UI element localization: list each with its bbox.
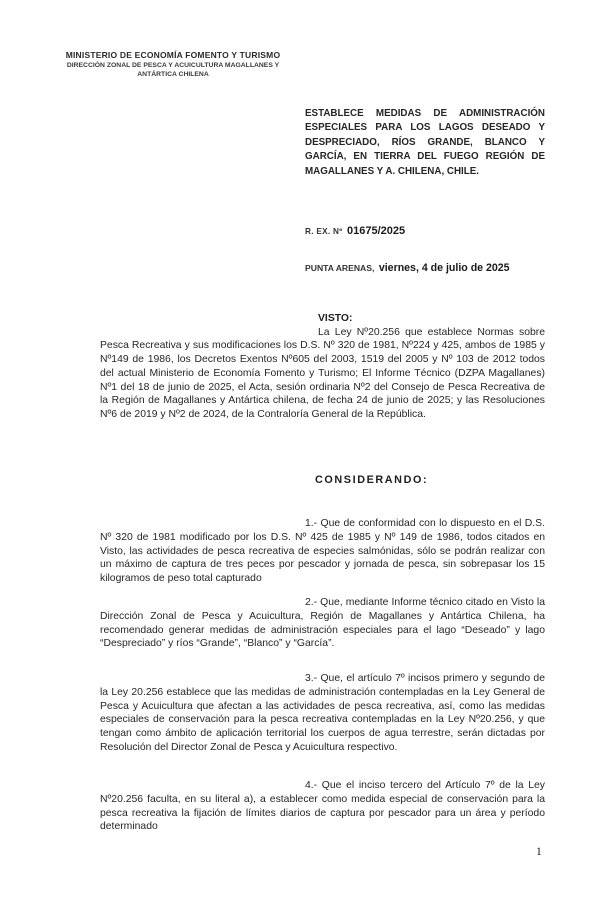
place-label: PUNTA ARENAS, — [305, 263, 375, 273]
considerando-paragraph-3: 3.- Que, el artículo 7º incisos primero y segundo de la Ley 20.256 establece que las medidas de administración contempladas en la Ley General de Pesca y Acuicultura que afectan a las actividades de pesca recreativa, así, como las medidas especiales de conservación para la pesca recreativa contempladas en la Ley Nº20.256, y que tengan como ámbito de aplicación territorial los cuerpos de agua terrestre, serán dictadas por Resolución del Director Zonal de Pesca y Acuicultura respectivo. — [100, 673, 545, 753]
date-text: viernes, 4 de julio de 2025 — [378, 262, 510, 274]
resolution-number: 01675/2025 — [347, 225, 406, 237]
considerando-paragraph-4: 4.- Que el inciso tercero del Artículo 7º de la Ley Nº20.256 faculta, en su literal a), a establecer como medida especial de conservación para la pesca recreativa la fijación de límites diarios de captura por pescador para un área y período determinado — [100, 780, 545, 833]
considerando-heading: CONSIDERANDO: — [315, 474, 429, 486]
ministry-name: MINISTERIO DE ECONOMÍA FOMENTO Y TURISMO — [65, 50, 281, 60]
visto-section — [100, 312, 545, 422]
considerando-paragraph-1: 1.- Que de conformidad con lo dispuesto en el D.S. Nº 320 de 1981 modificado por los D.S. Nº 425 de 1985 y Nº 149 de 1986, todos citados en Visto, las actividades de pesca recreativa de especies salmónidas, sólo se podrán realizar con un máximo de captura de tres peces por pescador y jornada de pesca, sin sobrepasar los 15 kilogramos de peso total capturado — [100, 518, 545, 585]
considerando-paragraph-2: 2.- Que, mediante Informe técnico citado en Visto la Dirección Zonal de Pesca y Acuicultura, Región de Magallanes y Antártica Chilena, ha recomendado generar medidas de administración especiales para el lago “Deseado” y lago “Despreciado” y ríos “Grande”, “Blanco” y “García”. — [100, 597, 545, 650]
division-name-line2: ANTÁRTICA CHILENA — [137, 71, 209, 78]
document-title: ESTABLECE MEDIDAS DE ADMINISTRACIÓN ESPECIALES PARA LOS LAGOS DESEADO Y DESPRECIADO, RÍOS GRANDE, BLANCO Y GARCÍA, EN TIERRA DEL FUEGO REGIÓN DE MAGALLANES Y A. CHILENA, CHILE. — [305, 108, 545, 177]
page-number: 1 — [536, 846, 542, 858]
place-date-line — [305, 258, 555, 276]
ministry-letterhead — [56, 50, 290, 79]
visto-paragraph: La Ley Nº20.256 que establece Normas sobre Pesca Recreativa y sus modificaciones los D.S. Nº 320 de 1981, Nº224 y 425, ambos de 1985 y Nº149 de 1986, los Decretos Exentos Nº605 del 2003, 1519 del 2005 y Nº 103 de 2012 todos del actual Ministerio de Economía Fomento y Turismo; El Informe Técnico (DZPA Magallanes) Nº1 del 18 de junio de 2025, el Acta, sesión ordinaria Nº2 del Consejo de Pesca Recreativa de la Región de Magallanes y Antártica chilena, de fecha 24 de junio de 2025; y las Resoluciones Nº6 de 2019 y Nº2 de 2024, de la Contraloría General de la República. — [100, 326, 545, 420]
division-name-line1: DIRECCIÓN ZONAL DE PESCA Y ACUICULTURA MAGALLANES Y — [66, 62, 280, 69]
resolution-reference-label: R. EX. Nº — [305, 227, 343, 236]
visto-heading: VISTO: — [318, 313, 353, 324]
resolution-reference — [305, 221, 545, 239]
